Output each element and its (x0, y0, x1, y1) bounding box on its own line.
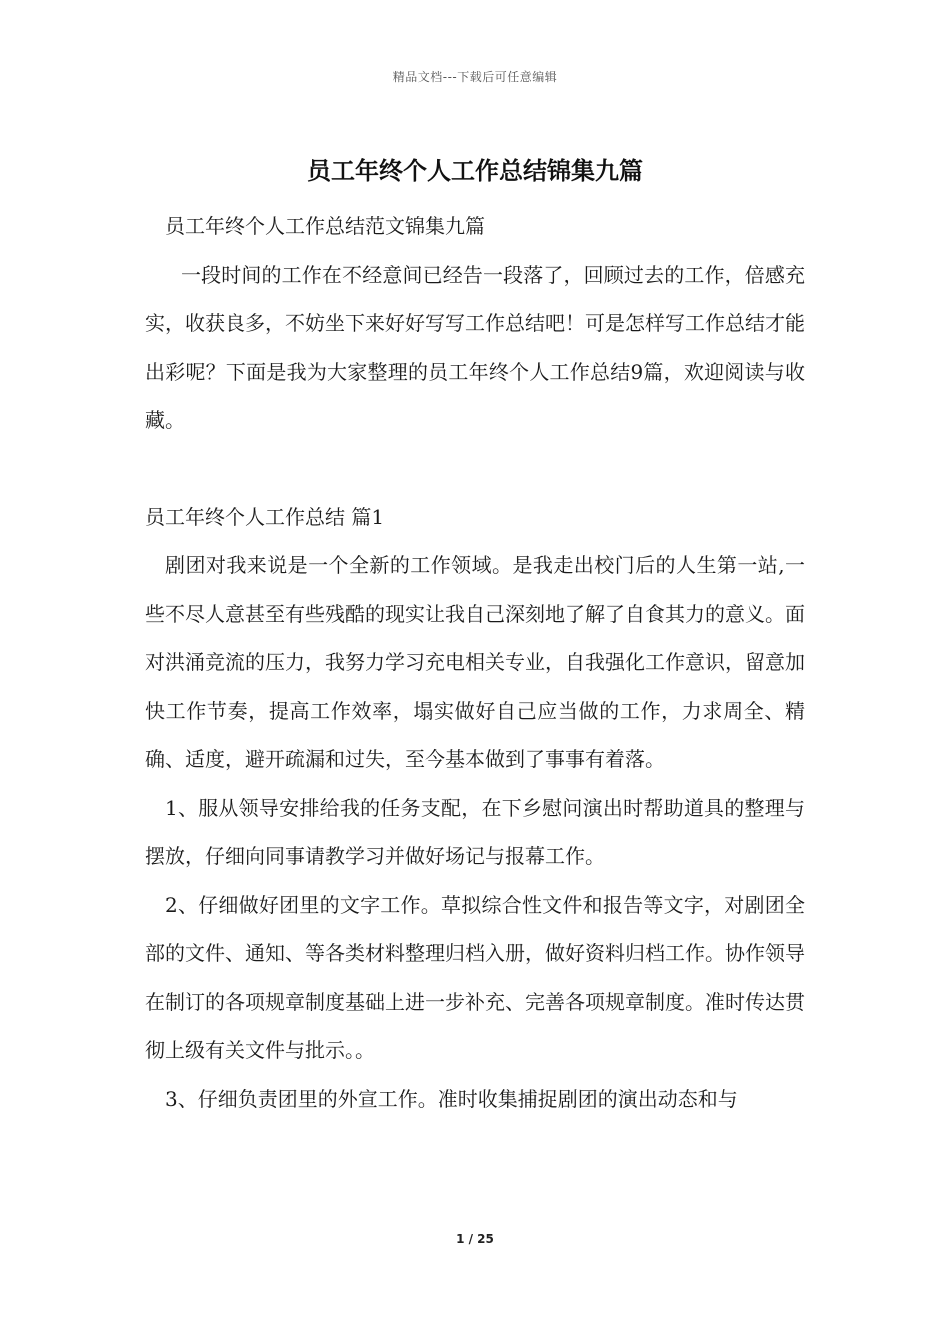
document-body (145, 202, 805, 1123)
list-item-2: 2、仔细做好团里的文字工作。草拟综合性文件和报告等文字，对剧团全部的文件、通知、等各类材料整理归档入册，做好资料归档工作。协作领导在制订的各项规章制度基础上进一步补充、完善各项规章制度。准时传达贯彻上级有关文件与批示。。 (145, 892, 805, 1062)
list-item-3: 3、仔细负责团里的外宣工作。准时收集捕捉剧团的演出动态和与 (165, 1086, 738, 1111)
list-item-1: 1、服从领导安排给我的任务支配，在下乡慰问演出时帮助道具的整理与摆放，仔细向同事请教学习并做好场记与报幕工作。 (145, 795, 805, 868)
page-number: 1 / 25 (456, 1232, 494, 1246)
header-note: 精品文档---下载后可任意编辑 (392, 70, 558, 84)
document-title: 员工年终个人工作总结锦集九篇 (307, 157, 643, 185)
intro-paragraph: 一段时间的工作在不经意间已经告一段落了，回顾过去的工作，倍感充实，收获良多，不妨坐下来好好写写工作总结吧！可是怎样写工作总结才能出彩呢？下面是我为大家整理的员工年终个人工作总结9篇，欢迎阅读与收藏。 (145, 262, 805, 432)
section-heading: 员工年终个人工作总结 篇1 (145, 504, 385, 529)
document-subtitle: 员工年终个人工作总结范文锦集九篇 (165, 214, 485, 238)
body-paragraph: 剧团对我来说是一个全新的工作领域。是我走出校门后的人生第一站,一些不尽人意甚至有些残酷的现实让我自己深刻地了解了自食其力的意义。面对洪涌竞流的压力，我努力学习充电相关专业，自我强化工作意识，留意加快工作节奏，提高工作效率，塌实做好自己应当做的工作，力求周全、精确、适度，避开疏漏和过失，至今基本做到了事事有着落。 (145, 553, 805, 771)
